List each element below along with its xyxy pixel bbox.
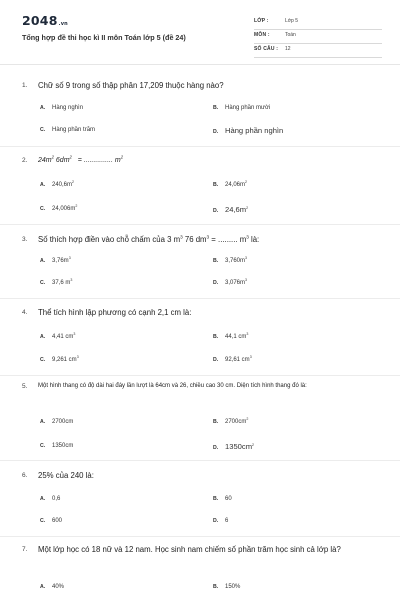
option-letter: C. [40,443,46,449]
option-letter: B. [213,584,219,590]
question-divider [0,536,400,537]
logo-text: 2048 [22,13,58,28]
option-value: 2700cm [52,419,74,425]
question-text: Một lớp học có 18 nữ và 12 nam. Học sinh nam chiếm số phần trăm học sinh cả lớp là? [38,545,341,554]
option-value: 60 [225,496,232,502]
meta-row-count [254,44,382,58]
option-value: 600 [52,518,63,524]
text-sup: 2 [69,154,72,160]
meta-row-class [254,16,382,30]
option-value: 24,006m [52,206,76,212]
option-sup: 2 [245,180,248,184]
option-value: 6 [225,518,229,524]
question-number: 6. [22,472,28,479]
option-d[interactable] [213,518,228,524]
option-b[interactable] [213,496,232,502]
option-c[interactable] [40,206,77,212]
question-number: 2. [22,157,28,164]
question-number: 3. [22,236,28,243]
option-sup: 3 [249,355,252,359]
option-value: 40% [52,584,65,590]
question-text: 25% của 240 là: [38,471,94,480]
text-sup: 3 [206,234,210,240]
page-title: Tổng hợp đề thi học kì II môn Toán lớp 5 (đề 24) [22,33,186,42]
option-sup: 3 [73,332,76,336]
option-value: 240,6m [52,182,73,188]
option-value: 37,6 m [52,280,71,286]
option-letter: D. [213,518,219,524]
option-letter: C. [40,206,46,212]
option-sup: 3 [245,278,248,282]
option-b[interactable] [213,419,248,425]
question-text: Một hình thang có độ dài hai đáy lần lượt là 64cm và 26, chiều cao 30 cm. Diện tích hình thang đó là: [38,383,307,389]
option-letter: A. [40,182,46,188]
option-value: Hàng nghìn [52,105,84,111]
option-value: 24,06m [225,182,246,188]
question-number: 1. [22,82,28,89]
option-letter: B. [213,182,219,188]
option-value: 92,61 cm [225,357,250,363]
question-divider [0,146,400,147]
option-b[interactable] [213,334,248,340]
question-number: 5. [22,383,28,390]
text-sup: 2 [120,154,124,160]
option-b[interactable] [213,258,247,264]
question-text [38,155,388,166]
meta-label: MÔN : [254,32,270,38]
question-text [38,234,388,245]
meta-value: 12 [285,46,291,52]
option-a[interactable] [40,334,75,340]
meta-row-subject [254,30,382,44]
text-part: = ............... m [71,157,121,164]
option-a[interactable] [40,419,73,425]
option-letter: C. [40,280,46,286]
option-letter: D. [213,208,219,214]
option-value: 1350cm [52,443,74,449]
text-part: 6dm [53,157,70,164]
option-a[interactable] [40,584,64,590]
option-sup: 3 [76,355,79,359]
option-sup: 2 [246,206,249,210]
header-divider [0,64,400,65]
option-sup: 2 [75,204,78,208]
text-part: 76 dm [182,235,207,244]
option-a[interactable] [40,496,60,502]
question-divider [0,375,400,376]
option-d[interactable] [213,205,248,214]
text-part: = ......... m [209,235,247,244]
question-divider [0,224,400,225]
option-value: 3,76m [52,258,69,264]
option-letter: D. [213,280,219,286]
text-sup: 2 [51,154,54,160]
option-c[interactable] [40,443,73,449]
option-value: 24,6m [225,205,247,214]
question-text: Thể tích hình lập phương có cạnh 2,1 cm là: [38,308,192,317]
option-letter: A. [40,334,46,340]
option-value: 3,760m [225,258,246,264]
meta-label: LỚP : [254,18,269,24]
option-value: 4,41 cm [52,334,74,340]
option-letter: A. [40,496,46,502]
option-value: Hàng phần trăm [52,127,96,133]
option-sup: 3 [68,256,71,260]
question-divider [0,460,400,461]
option-a[interactable] [40,182,74,188]
option-value: 3,076m [225,280,246,286]
option-value: 1350cm [225,442,253,451]
text-sup: 3 [246,234,249,240]
text-sup: 3 [180,234,183,240]
meta-value: Toán [285,32,296,38]
option-value: 150% [225,584,241,590]
option-a[interactable] [40,258,71,264]
option-letter: C. [40,127,46,133]
option-sup: 2 [252,443,255,447]
option-b[interactable] [213,584,240,590]
option-sup: 2 [72,180,75,184]
option-letter: A. [40,419,46,425]
option-value: 9,261 cm [52,357,77,363]
option-c[interactable] [40,280,72,286]
question-number: 7. [22,546,28,553]
text-part: 24m [38,157,52,164]
option-letter: C. [40,518,46,524]
option-letter: A. [40,584,46,590]
option-c[interactable] [40,518,62,524]
meta-label: SỐ CÂU : [254,46,279,52]
meta-value: Lớp 5 [285,18,299,24]
option-c[interactable] [40,127,95,133]
option-b[interactable] [213,105,270,111]
option-letter: B. [213,334,219,340]
option-letter: B. [213,419,219,425]
text-part: là: [248,235,260,244]
option-letter: A. [40,258,46,264]
option-letter: B. [213,496,219,502]
option-letter: A. [40,105,46,111]
option-c[interactable] [40,357,79,363]
question-number: 4. [22,309,28,316]
option-letter: D. [213,445,219,451]
option-letter: B. [213,105,219,111]
option-letter: D. [213,357,219,363]
option-value: Hàng phần mười [225,105,271,111]
question-divider [0,298,400,299]
option-value: 44,1 cm [225,334,247,340]
option-d[interactable] [213,280,247,286]
option-a[interactable] [40,105,83,111]
option-sup: 3 [245,256,248,260]
option-letter: B. [213,258,219,264]
option-value: Hàng phần nghìn [225,126,284,135]
option-d[interactable] [213,442,254,451]
site-logo[interactable] [22,13,68,28]
option-sup: 3 [246,332,249,336]
option-sup: 3 [70,278,73,282]
text-part: Số thích hợp điền vào chỗ chấm của 3 m [38,235,181,244]
logo-suffix: .vn [58,21,68,27]
option-sup: 2 [246,417,249,421]
option-value: 0,6 [52,496,61,502]
option-letter: C. [40,357,46,363]
option-b[interactable] [213,182,247,188]
question-text: Chữ số 9 trong số thập phân 17,209 thuộc hàng nào? [38,81,224,90]
option-value: 2700cm [225,419,247,425]
option-d[interactable] [213,126,283,135]
option-letter: D. [213,129,219,135]
option-d[interactable] [213,357,252,363]
